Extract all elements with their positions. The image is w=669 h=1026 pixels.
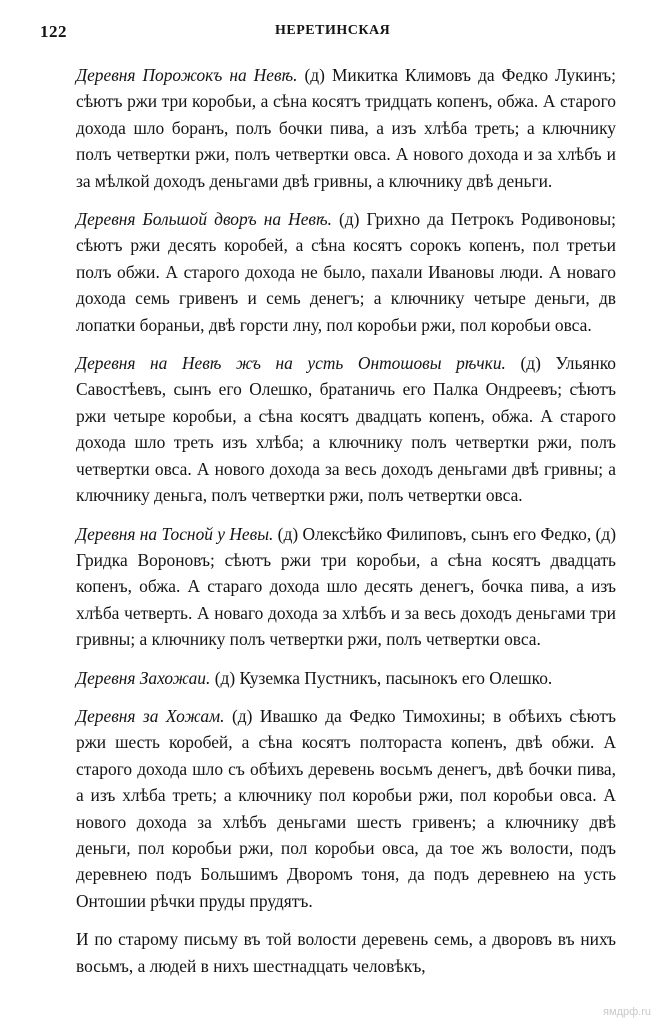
running-head: НЕРЕТИНСКАЯ — [275, 23, 391, 38]
paragraph-text: (д) Грихно да Петрокъ Родивоновы; сѣютъ ржи десять коробей, а сѣна косятъ сорокъ копенъ, пол третьи полъ обжи. А старого дохода не было, пахали Ивановы люди. А новаго дохода семь гривенъ и семь денегъ; а ключнику четыре деньги, дв лопатки бораньи, двѣ горсти лну, пол коробьи ржи, пол коробьи овса. — [76, 209, 617, 335]
paragraph-text: (д) Куземка Пустникъ, пасынокъ его Олешко. — [210, 667, 553, 688]
paragraph-3 — [76, 350, 616, 508]
paragraph-4 — [76, 521, 616, 653]
paragraph-text: (д) Ивашко да Федко Тимохины; в обѣихъ сѣютъ ржи шесть коробей, а сѣна косятъ полтораста копенъ, двѣ обжи. А старого дохода шло съ обѣихъ деревень восьмъ денегъ, двѣ бочки пива, а изъ хлѣба треть; а ключнику пол коробьи ржи, пол коробьи овса. А нового дохода за хлѣбъ деньгами шесть гривенъ; а ключнику двѣ деньги, пол коробьи ржи, пол коробьи овса, да тое жъ волости, подъ деревнею подъ Большимъ Дворомъ тоня, да подъ деревнею на усть Онтошии рѣчки пруды прудятъ. — [76, 705, 616, 911]
paragraph-2 — [76, 206, 616, 338]
paragraph-lead: Деревня Большой дворъ на Невѣ. — [76, 209, 332, 230]
body-text — [76, 62, 616, 991]
paragraph-lead: Деревня Захожаи. — [76, 667, 211, 688]
paragraph-text: (д) Олексѣйко Филиповъ, сынъ его Федко, (д) Гридка Вороновъ; сѣютъ ржи три коробьи, а сѣна косятъ двадцать копенъ, обжа. А стараго дохода шло десять денегъ, бочка пива, а изъ хлѣба четверть. А новаго дохода за хлѣбъ и за весь доходъ деньгами три гривны; а ключнику полъ четвертки ржи, полъ четвертки овса. — [76, 523, 616, 650]
paragraph-7 — [76, 926, 616, 979]
watermark: ямдрф.ru — [603, 1006, 651, 1018]
paragraph-6 — [76, 703, 616, 914]
paragraph-lead: Деревня на Тосной у Невы. — [76, 523, 274, 544]
paragraph-lead: Деревня Порожокъ на Невѣ. — [76, 65, 298, 85]
paragraph-lead: Деревня на Невѣ жъ на усть Онтошовы рѣчки. — [76, 353, 506, 374]
paragraph-lead: Деревня за Хожам. — [76, 705, 225, 726]
page-number: 122 — [40, 22, 67, 41]
paragraph-text: (д) Микитка Климовъ да Федко Лукинъ; сѣютъ ржи три коробьи, а сѣна косятъ тридцать копенъ, обжа. А старого дохода шло боранъ, полъ бочки пива, а изъ хлѣба треть; а ключнику полъ четвертки ржи, полъ четвертки овса. А нового дохода и за хлѣбъ и за мѣлкой доходъ деньгами двѣ гривны, а ключнику двѣ деньги. — [76, 65, 616, 191]
paragraph-text: И по старому письму въ той волости деревень семь, а дворовъ въ нихъ восьмъ, а людей в нихъ шестнадцать человѣкъ, — [76, 929, 616, 976]
paragraph-1 — [76, 62, 616, 194]
paragraph-5 — [76, 665, 616, 691]
page-header — [40, 22, 620, 46]
paragraph-text: (д) Ульянко Савостѣевъ, сынъ его Олешко, братаничь его Палка Ондреевъ; сѣютъ ржи четыре коробьи, а сѣна косятъ двадцать копенъ, обжа. А старого дохода шло треть изъ хлѣба; а ключнику полъ четвертки ржи, полъ четвертки овса. А нового дохода за весь доходъ деньгами двѣ гривны; а ключнику деньга, полъ четвертки ржи, полъ четвертки овса. — [76, 353, 616, 506]
